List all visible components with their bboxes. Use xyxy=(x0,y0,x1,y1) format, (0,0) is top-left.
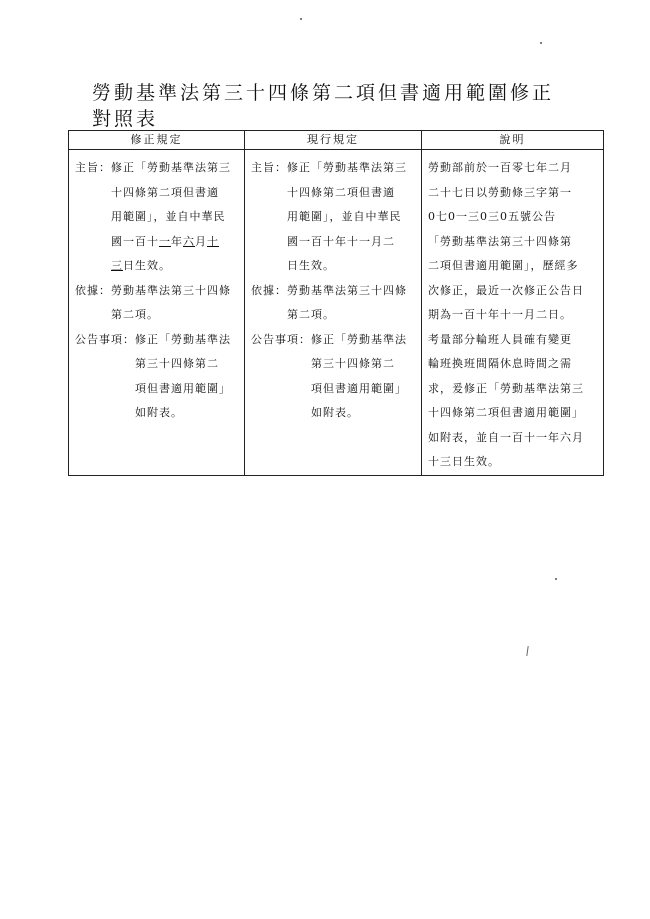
text-fragment: 日生效。 xyxy=(123,259,171,272)
text-line: 用範圍」，並自中華民 xyxy=(287,210,402,223)
comparison-table xyxy=(68,130,604,476)
amended-subject xyxy=(75,156,238,279)
text-line: 二項但書適用範圍」，歷經多 xyxy=(428,259,579,272)
text-line xyxy=(111,230,238,255)
header-current: 現行規定 xyxy=(245,131,422,150)
text-line: 修正「勞動基準法第三 xyxy=(287,161,407,174)
amended-basis xyxy=(75,279,238,328)
amended-cell xyxy=(69,150,245,476)
text-line: 二十七日以勞動條三字第一 xyxy=(428,185,572,199)
text-fragment: 年 xyxy=(171,234,183,248)
text-line: 勞動基準法第三十四條 xyxy=(287,283,407,297)
title-line-2: 對照表 xyxy=(92,108,159,130)
header-amended: 修正規定 xyxy=(69,131,245,150)
subject-label: 主旨： xyxy=(75,161,111,174)
text-line: 次修正，最近一次修正公告日 xyxy=(428,283,584,297)
text-line xyxy=(111,254,238,279)
text-line: 如附表。 xyxy=(311,406,359,419)
text-line: 日生效。 xyxy=(287,259,335,272)
text-line: 十四條第二項但書適 xyxy=(111,185,219,199)
title-line-1: 勞動基準法第三十四條第二項但書適用範圍修正 xyxy=(92,82,555,104)
current-basis xyxy=(251,279,415,328)
scan-speck xyxy=(555,578,557,580)
text-line: 如附表。 xyxy=(135,406,183,419)
text-line: 「勞動基準法第三十四條第 xyxy=(428,234,572,248)
text-line: 考量部分輪班人員確有變更 xyxy=(428,332,572,346)
current-notice xyxy=(251,328,415,426)
text-fragment: 月 xyxy=(195,234,207,248)
document-title xyxy=(92,80,602,132)
header-explanation: 說明 xyxy=(422,131,604,150)
amended-notice xyxy=(75,328,238,426)
text-line: 如附表，並自一百十一年六月 xyxy=(428,430,584,444)
basis-label: 依據： xyxy=(75,283,111,297)
subject-text xyxy=(111,156,238,279)
underlined-text: 三 xyxy=(111,259,123,272)
notice-text xyxy=(311,328,415,426)
text-line: 第三十四條第二 xyxy=(135,357,219,370)
text-line: 十三日生效。 xyxy=(428,455,500,468)
text-line: 項但書適用範圍」 xyxy=(311,381,407,395)
text-line: 修正「勞動基準法 xyxy=(311,332,407,346)
text-line: 修正「勞動基準法 xyxy=(135,332,231,346)
subject-text xyxy=(287,156,415,279)
basis-text xyxy=(111,279,238,328)
scan-speck xyxy=(540,42,542,44)
text-line: 勞動部前於一百零七年二月 xyxy=(428,161,572,174)
text-line: 國一百十年十一月二 xyxy=(287,234,395,248)
text-line: 輪班換班間隔休息時間之需 xyxy=(428,357,572,370)
text-line: 期為一百十年十一月二日。 xyxy=(428,308,572,321)
current-cell xyxy=(245,150,422,476)
text-line: 求，爰修正「勞動基準法第三 xyxy=(428,381,584,395)
text-line: 勞動基準法第三十四條 xyxy=(111,283,231,297)
text-fragment: 國一百十 xyxy=(111,234,159,248)
underlined-text: 六 xyxy=(183,234,195,248)
text-line: 十四條第二項但書適 xyxy=(287,185,395,199)
basis-label: 依據： xyxy=(251,283,287,297)
text-line: 修正「勞動基準法第三 xyxy=(111,161,231,174)
notice-text xyxy=(135,328,238,426)
text-line: 第二項。 xyxy=(287,308,335,321)
text-line: 第三十四條第二 xyxy=(311,357,395,370)
table-row xyxy=(69,150,604,476)
explanation-text xyxy=(428,156,597,475)
explanation-cell xyxy=(422,150,604,476)
notice-label: 公告事項： xyxy=(251,332,311,346)
current-subject xyxy=(251,156,415,279)
subject-label: 主旨： xyxy=(251,161,287,174)
text-line: 第二項。 xyxy=(111,308,159,321)
notice-label: 公告事項： xyxy=(75,332,135,346)
text-line: 0七0一三0三0五號公告 xyxy=(428,210,556,223)
text-line: 項但書適用範圍」 xyxy=(135,381,231,395)
scan-speck xyxy=(300,18,302,20)
scan-mark xyxy=(526,646,528,656)
text-line: 十四條第二項但書適用範圍」 xyxy=(428,406,584,419)
underlined-text: 一 xyxy=(159,234,171,248)
underlined-text: 十 xyxy=(207,234,219,248)
basis-text xyxy=(287,279,415,328)
text-line: 用範圍」，並自中華民 xyxy=(111,210,226,223)
table-header-row xyxy=(69,131,604,150)
